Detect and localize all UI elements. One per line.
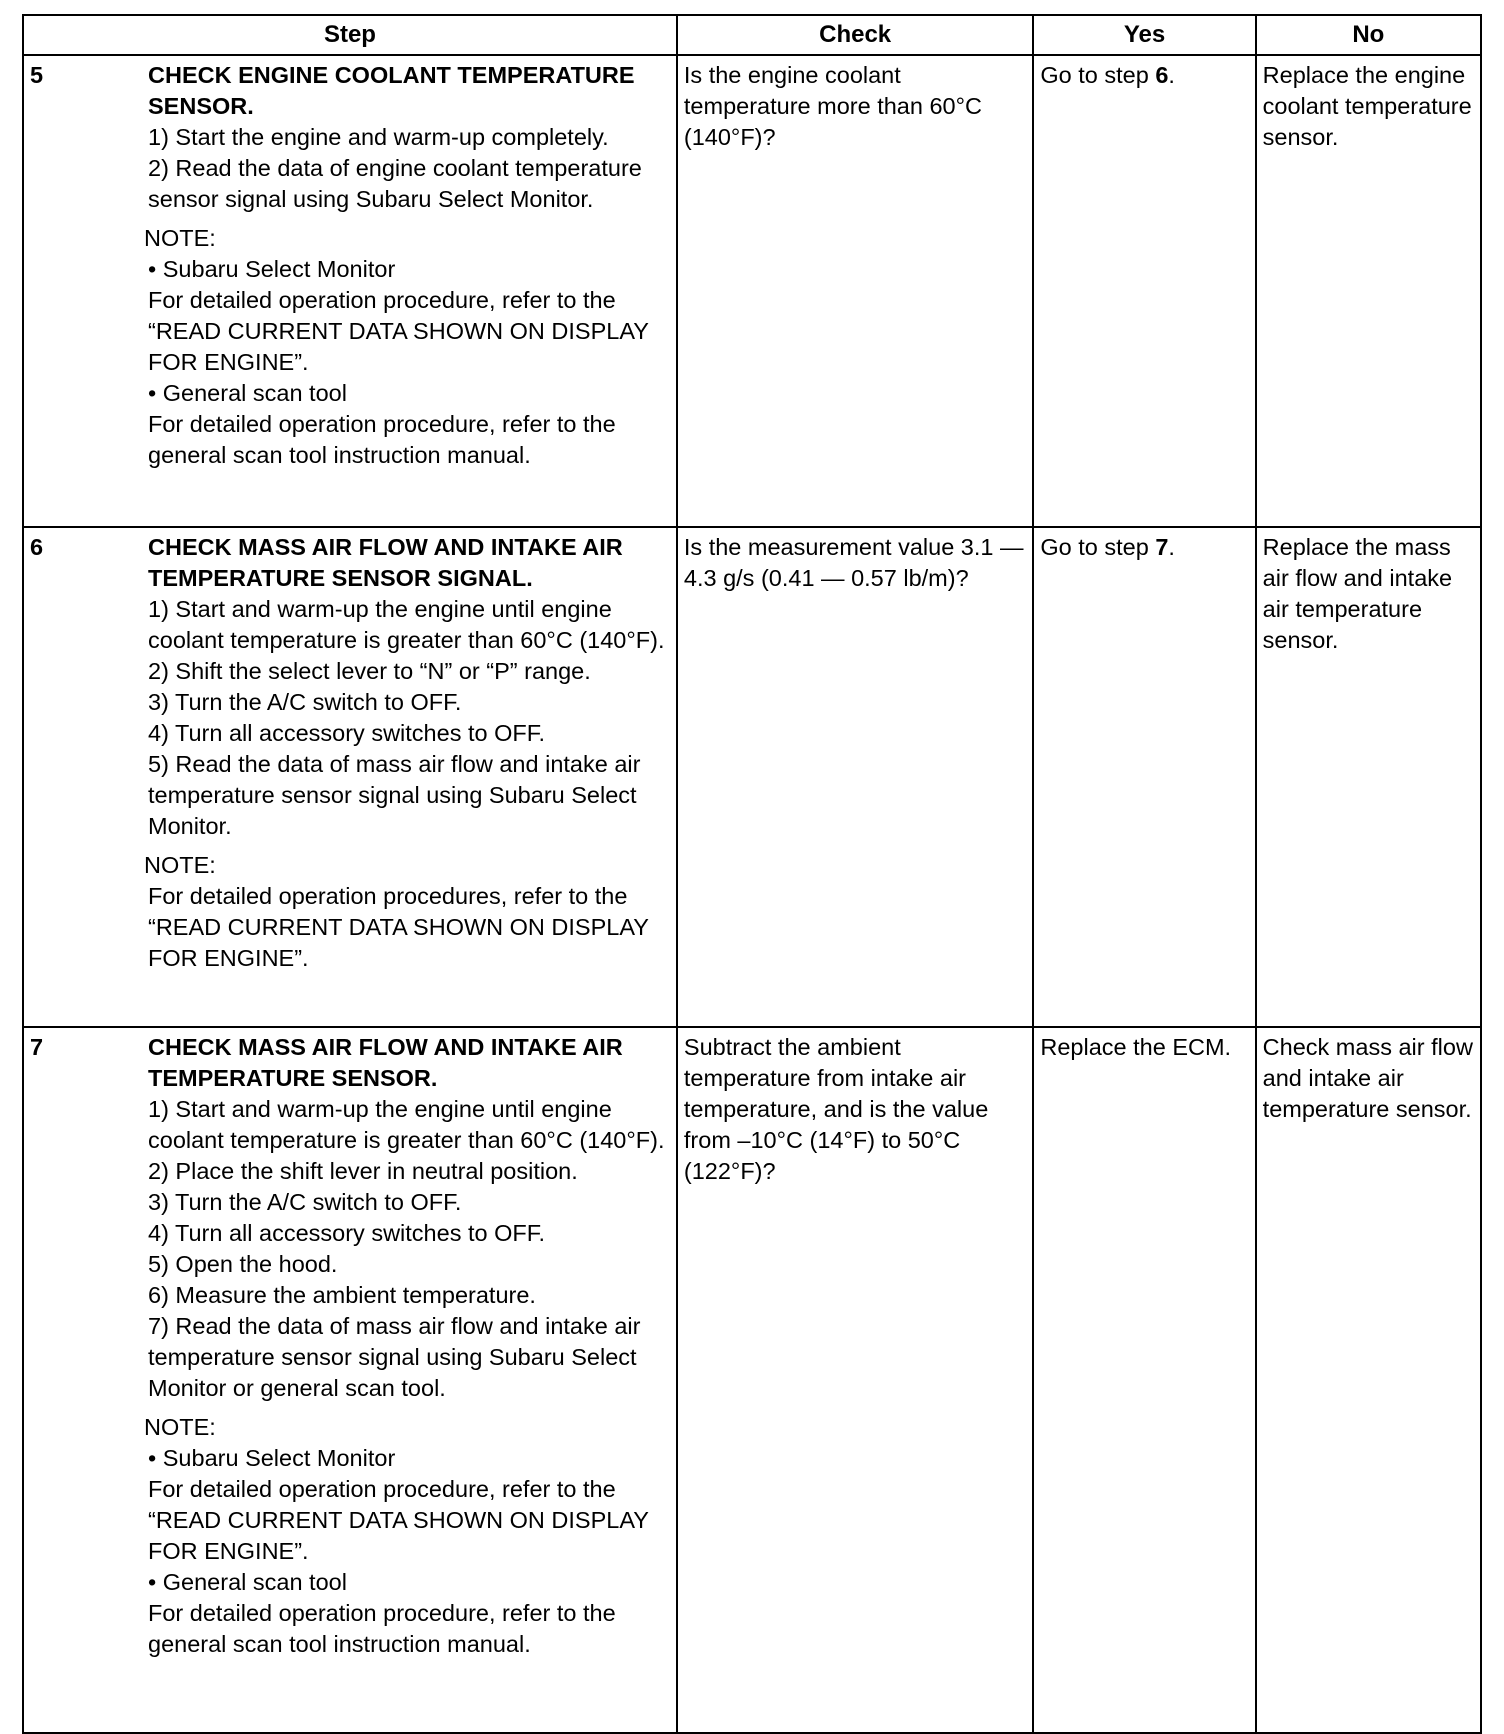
note-text: For detailed operation procedure, refer to the general scan tool instruction manual. xyxy=(148,411,616,468)
step-cell xyxy=(23,1027,677,1733)
step-title: CHECK MASS AIR FLOW AND INTAKE AIR TEMPERATURE SENSOR SIGNAL. xyxy=(148,534,623,591)
note-text: • General scan tool xyxy=(148,380,347,406)
step-instruction: 1) Start the engine and warm-up completely. xyxy=(148,124,609,150)
check-cell: Is the measurement value 3.1 — 4.3 g/s (0.41 — 0.57 lb/m)? xyxy=(677,527,1033,1027)
no-cell: Replace the engine coolant temperature sensor. xyxy=(1256,55,1481,527)
step-instruction: 5) Read the data of mass air flow and intake air temperature sensor signal using Subaru Select Monitor. xyxy=(148,751,641,839)
yes-suffix: . xyxy=(1168,62,1175,88)
step-instruction: 5) Open the hood. xyxy=(148,1251,338,1277)
header-check: Check xyxy=(677,15,1033,55)
no-cell: Replace the mass air flow and intake air temperature sensor. xyxy=(1256,527,1481,1027)
header-yes: Yes xyxy=(1033,15,1255,55)
yes-cell xyxy=(1033,55,1255,527)
header-no: No xyxy=(1256,15,1481,55)
step-instruction: 6) Measure the ambient temperature. xyxy=(148,1282,536,1308)
yes-text: Replace the ECM. xyxy=(1040,1034,1232,1060)
step-title: CHECK MASS AIR FLOW AND INTAKE AIR TEMPERATURE SENSOR. xyxy=(148,1034,623,1091)
header-row xyxy=(23,15,1481,55)
step-instruction: 4) Turn all accessory switches to OFF. xyxy=(148,1220,546,1246)
note-text: For detailed operation procedure, refer to the “READ CURRENT DATA SHOWN ON DISPLAY FOR ENGINE”. xyxy=(148,1476,649,1564)
yes-step-ref: 6 xyxy=(1155,62,1169,88)
header-step: Step xyxy=(23,15,677,55)
step-title: CHECK ENGINE COOLANT TEMPERATURE SENSOR. xyxy=(148,62,635,119)
table-row xyxy=(23,527,1481,1027)
step-instruction: 7) Read the data of mass air flow and intake air temperature sensor signal using Subaru Select Monitor or general scan tool. xyxy=(148,1313,641,1401)
step-instruction: 1) Start and warm-up the engine until engine coolant temperature is greater than 60°C (140°F). xyxy=(148,1096,665,1153)
note-text: • Subaru Select Monitor xyxy=(148,256,396,282)
yes-suffix: . xyxy=(1168,534,1175,560)
step-cell xyxy=(23,527,677,1027)
step-instruction: 2) Place the shift lever in neutral position. xyxy=(148,1158,578,1184)
no-cell: Check mass air flow and intake air temperature sensor. xyxy=(1256,1027,1481,1733)
note-label: NOTE: xyxy=(144,225,216,251)
step-instruction: 3) Turn the A/C switch to OFF. xyxy=(148,689,462,715)
step-instruction: 3) Turn the A/C switch to OFF. xyxy=(148,1189,462,1215)
table-row xyxy=(23,55,1481,527)
step-instruction: 2) Shift the select lever to “N” or “P” range. xyxy=(148,658,591,684)
yes-step-ref: 7 xyxy=(1155,534,1169,560)
yes-cell xyxy=(1033,1027,1255,1733)
step-number: 6 xyxy=(30,534,44,560)
step-instruction: 2) Read the data of engine coolant temperature sensor signal using Subaru Select Monitor. xyxy=(148,155,642,212)
step-number: 5 xyxy=(30,62,44,88)
yes-cell xyxy=(1033,527,1255,1027)
step-cell xyxy=(23,55,677,527)
check-cell: Is the engine coolant temperature more than 60°C (140°F)? xyxy=(677,55,1033,527)
note-text: For detailed operation procedures, refer to the “READ CURRENT DATA SHOWN ON DISPLAY FOR ENGINE”. xyxy=(148,883,649,971)
note-text: For detailed operation procedure, refer to the general scan tool instruction manual. xyxy=(148,1600,616,1657)
note-text: For detailed operation procedure, refer to the “READ CURRENT DATA SHOWN ON DISPLAY FOR ENGINE”. xyxy=(148,287,649,375)
yes-text: Go to step xyxy=(1040,534,1156,560)
diagnostic-table xyxy=(22,14,1482,1734)
check-cell: Subtract the ambient temperature from intake air temperature, and is the value from –10°C (14°F) to 50°C (122°F)? xyxy=(677,1027,1033,1733)
step-instruction: 1) Start and warm-up the engine until engine coolant temperature is greater than 60°C (140°F). xyxy=(148,596,665,653)
note-text: • General scan tool xyxy=(148,1569,347,1595)
note-label: NOTE: xyxy=(144,852,216,878)
step-instruction: 4) Turn all accessory switches to OFF. xyxy=(148,720,546,746)
note-label: NOTE: xyxy=(144,1414,216,1440)
yes-text: Go to step xyxy=(1040,62,1156,88)
note-text: • Subaru Select Monitor xyxy=(148,1445,396,1471)
step-number: 7 xyxy=(30,1034,44,1060)
table-row xyxy=(23,1027,1481,1733)
